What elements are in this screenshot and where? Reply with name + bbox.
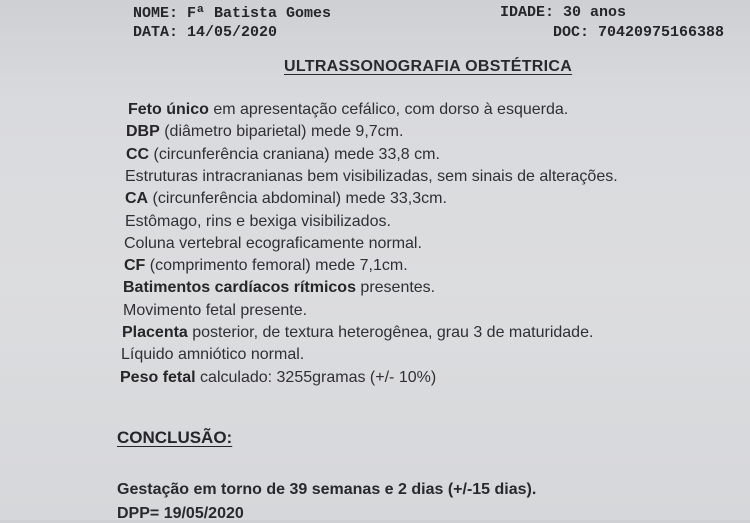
finding-line [124,235,422,253]
finding-term: Feto único [128,101,209,118]
finding-line [125,190,447,208]
finding-line [125,213,391,231]
finding-text: Movimento fetal presente. [123,302,308,319]
finding-text: posterior, de textura heterogênea, grau 3 de maturidade. [187,324,594,341]
finding-text: Coluna vertebral ecograficamente normal. [124,235,422,252]
finding-line [125,168,618,186]
exam-date: DATA: 14/05/2020 [133,24,278,41]
patient-name: NOME: Fª Batista Gomes [133,5,332,22]
document-number: DOC: 70420975166388 [553,24,725,41]
finding-text: (circunferência abdominal) mede 33,3cm. [148,190,447,207]
finding-text: Líquido amniótico normal. [121,346,305,363]
finding-term: CF [124,257,146,274]
finding-text: calculado: 3255gramas (+/- 10%) [195,369,437,386]
conclusion-heading: CONCLUSÃO: [117,428,233,447]
finding-term: CA [125,190,149,207]
due-date: DPP= 19/05/2020 [117,505,244,522]
finding-term: CC [126,146,150,163]
finding-text: Estômago, rins e bexiga visibilizados. [125,213,391,230]
finding-line [122,324,593,342]
finding-term: DBP [126,123,160,140]
finding-text: (comprimento femoral) mede 7,1cm. [145,257,408,274]
finding-line [123,279,435,297]
finding-line [120,369,436,387]
finding-term: Batimentos cardíacos rítmicos [123,279,356,296]
finding-text: presentes. [355,279,436,296]
finding-line [121,346,304,364]
report-title: ULTRASSONOGRAFIA OBSTÉTRICA [284,58,573,75]
finding-term: Placenta [122,324,188,341]
finding-text: Estruturas intracranianas bem visibilizadas, sem sinais de alterações. [125,168,618,185]
finding-text: (diâmetro biparietal) mede 9,7cm. [159,123,404,140]
finding-line [123,302,307,320]
finding-line [126,123,403,141]
finding-term: Peso fetal [120,369,196,386]
finding-line [126,146,440,164]
gestation-result: Gestação em torno de 39 semanas e 2 dias (+/-15 dias). [117,481,537,498]
finding-text: (circunferência craniana) mede 33,8 cm. [149,146,440,163]
patient-age: IDADE: 30 anos [500,4,627,21]
finding-line [124,257,408,275]
finding-line [128,101,568,119]
finding-text: em apresentação cefálico, com dorso à esquerda. [208,101,569,118]
